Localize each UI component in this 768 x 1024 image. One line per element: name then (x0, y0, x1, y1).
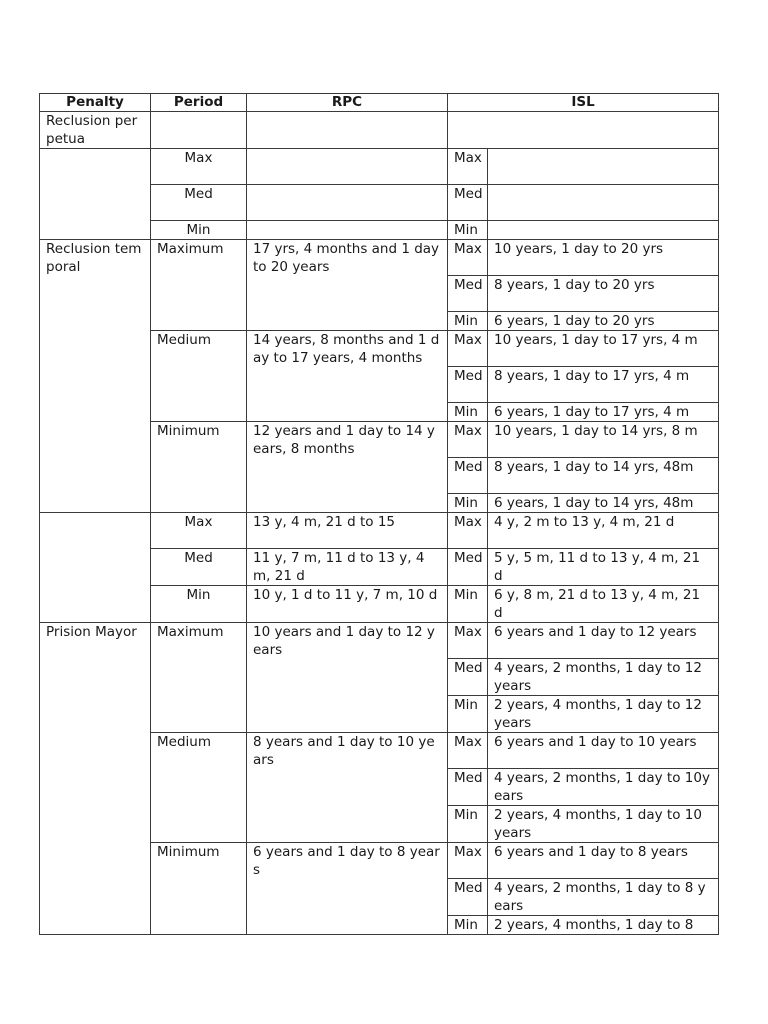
rpc-range: 8 years and 1 day to 10 years (247, 733, 448, 843)
period-cell: Max (151, 513, 247, 549)
rpc-range: 12 years and 1 day to 14 years, 8 months (247, 422, 448, 513)
rpc-range: 11 y, 7 m, 11 d to 13 y, 4 m, 21 d (247, 549, 448, 586)
isl-range: 4 y, 2 m to 13 y, 4 m, 21 d (488, 513, 719, 549)
rpc-range: 10 y, 1 d to 11 y, 7 m, 10 d (247, 586, 448, 623)
rpc-range: 17 yrs, 4 months and 1 day to 20 years (247, 240, 448, 331)
period-cell: Med (151, 549, 247, 586)
isl-period: Max (448, 331, 488, 367)
header-period: Period (151, 94, 247, 112)
isl-range: 6 years and 1 day to 10 years (488, 733, 719, 769)
isl-range: 6 y, 8 m, 21 d to 13 y, 4 m, 21 d (488, 586, 719, 623)
isl-period: Min (448, 221, 488, 240)
isl-range: 6 years, 1 day to 20 yrs (488, 312, 719, 331)
table-row (40, 623, 719, 659)
isl-period: Med (448, 276, 488, 312)
isl-range (488, 185, 719, 221)
isl-period: Max (448, 843, 488, 879)
isl-period: Min (448, 916, 488, 935)
period-cell: Minimum (151, 843, 247, 935)
period-cell: Minimum (151, 422, 247, 513)
isl-period: Max (448, 513, 488, 549)
isl-period: Min (448, 403, 488, 422)
isl-range: 10 years, 1 day to 17 yrs, 4 m (488, 331, 719, 367)
isl-range: 10 years, 1 day to 14 yrs, 8 m (488, 422, 719, 458)
isl-range: 8 years, 1 day to 20 yrs (488, 276, 719, 312)
isl-range: 6 years and 1 day to 12 years (488, 623, 719, 659)
period-cell: Medium (151, 331, 247, 422)
isl-period: Min (448, 494, 488, 513)
isl-period: Med (448, 458, 488, 494)
table-row (40, 112, 719, 149)
isl-range (488, 149, 719, 185)
isl-range: 5 y, 5 m, 11 d to 13 y, 4 m, 21 d (488, 549, 719, 586)
isl-range: 4 years, 2 months, 1 day to 8 years (488, 879, 719, 916)
isl-range: 4 years, 2 months, 1 day to 12 years (488, 659, 719, 696)
period-cell: Maximum (151, 623, 247, 733)
isl-period: Min (448, 586, 488, 623)
isl-range: 6 years and 1 day to 8 years (488, 843, 719, 879)
isl-period: Med (448, 367, 488, 403)
rpc-range: 13 y, 4 m, 21 d to 15 (247, 513, 448, 549)
isl-period: Med (448, 769, 488, 806)
isl-range: 6 years, 1 day to 17 yrs, 4 m (488, 403, 719, 422)
table-row (40, 149, 719, 185)
isl-range: 2 years, 4 months, 1 day to 12 years (488, 696, 719, 733)
isl-period: Max (448, 422, 488, 458)
penalty-name: Prision Mayor (40, 623, 151, 935)
isl-period: Min (448, 806, 488, 843)
isl-period: Max (448, 149, 488, 185)
isl-period: Max (448, 733, 488, 769)
isl-range: 8 years, 1 day to 17 yrs, 4 m (488, 367, 719, 403)
isl-range: 10 years, 1 day to 20 yrs (488, 240, 719, 276)
period-cell: Min (151, 221, 247, 240)
period-cell: Maximum (151, 240, 247, 331)
period-cell: Medium (151, 733, 247, 843)
isl-range: 6 years, 1 day to 14 yrs, 48m (488, 494, 719, 513)
isl-range: 2 years, 4 months, 1 day to 8 (488, 916, 719, 935)
isl-period: Med (448, 549, 488, 586)
isl-range: 8 years, 1 day to 14 yrs, 48m (488, 458, 719, 494)
penalty-table (39, 93, 719, 935)
header-penalty: Penalty (40, 94, 151, 112)
isl-period: Max (448, 623, 488, 659)
isl-period: Med (448, 879, 488, 916)
isl-range: 2 years, 4 months, 1 day to 10 years (488, 806, 719, 843)
isl-period: Max (448, 240, 488, 276)
isl-period: Min (448, 696, 488, 733)
table-row (40, 240, 719, 276)
period-cell: Max (151, 149, 247, 185)
isl-range (488, 221, 719, 240)
rpc-range: 14 years, 8 months and 1 day to 17 years, 4 months (247, 331, 448, 422)
header-rpc: RPC (247, 94, 448, 112)
penalty-name (40, 513, 151, 623)
rpc-range: 10 years and 1 day to 12 years (247, 623, 448, 733)
isl-period: Med (448, 659, 488, 696)
isl-period: Med (448, 185, 488, 221)
rpc-range: 6 years and 1 day to 8 years (247, 843, 448, 935)
isl-range: 4 years, 2 months, 1 day to 10years (488, 769, 719, 806)
header-isl: ISL (448, 94, 719, 112)
period-cell: Min (151, 586, 247, 623)
table-row (40, 513, 719, 549)
penalty-name: Reclusion perpetua (40, 112, 151, 149)
header-row (40, 94, 719, 112)
isl-period: Min (448, 312, 488, 331)
period-cell: Med (151, 185, 247, 221)
penalty-name: Reclusion temporal (40, 240, 151, 513)
